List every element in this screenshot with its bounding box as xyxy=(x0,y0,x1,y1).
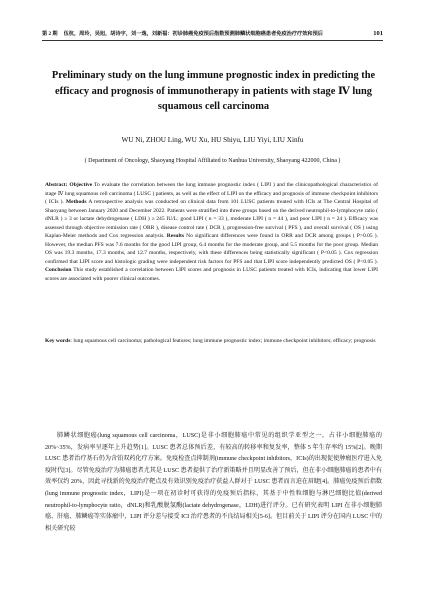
author-list: WU Ni, ZHOU Ling, WU Xu, HU Shiyu, LIU Yiyi, LIU Xinfu xyxy=(121,136,304,144)
keywords-label: Key words xyxy=(45,338,71,344)
keywords-text: : lung squamous cell carcinoma; pathological features; lung immune prognostic index; immune checkpoint inhibitors; efficacy; prognosis xyxy=(70,338,376,344)
results-text: No significant differences were found in ORR and DCR among groups ( P>0.05 ). However, the median PFS was 7.6 months for the good LIPI group, 6.4 months for the moderate group, and 5.5 months for the poor group. Median OS was 19.3 months, 17.3 months, and 12.7 months, respectively, with these differences being statistically significant ( P<0.05 ). Cox regression confirmed that LIPI score and histologic grading were independent risk factors for PFS and that LIPI score independently predicted OS ( P<0.05 ). xyxy=(45,233,378,265)
conclusion-label: Conclusion xyxy=(45,267,72,274)
body-paragraph: 肺鳞状细胞癌(lung squamous cell carcinoma，LUSC)是非小细胞肺癌中常见的组织学亚型之一，占非小细胞肺癌的 20%~35%，发病率呈逐年上升趋势[1]。LUSC 患者总体预后差，有较高的转移率和复发率，整体 5 年生存率约 15%[2]。晚期 LUSC 患者治疗基石仍为含铂双药化疗方案。免疫检查点抑制剂(immune checkpoint inhibitors，ICIs)的出现促使肿瘤医疗进入免疫时代[3]。尽管免疫治疗为肺癌患者尤其是 LUSC 患者提供了治疗新策略并且明显改善了预后，但在非小细胞肺癌的患者中有效率仅约 20%，因此寻找新的免疫治疗靶点及有效识别免疫治疗获益人群对于 LUSC 患者而言迫在眉睫[4]。肺癌免疫预后指数(lung immune prognostic index，LIPI)是一项在初诊时可获得的免疫预后指标，其基于中性粒细胞与淋巴细胞比值(derived neutrophil-to-lymphocyte ratio，dNLR)和乳酸脱氢酶(lactate dehydrogenase，LDH)进行评分。已有研究表明 LIPI 在非小细胞肺癌、肝癌、肺鳞癌等实体瘤中，LIPI 评分差与接受 ICI 治疗患者的不良结局相关[5-6]。但目前关于 LIPI 评分在国内 LUSC 中的相关研究较 xyxy=(45,433,383,532)
page-number: 101 xyxy=(373,30,383,37)
objective-label: Objective xyxy=(69,182,93,188)
conclusion-text: This study established a correlation between LIPI scores and prognosis in LUSC patients treated with ICIs, indicating that lower LIPI scores are associated with poorer clinical outcomes. xyxy=(45,267,378,283)
issue-number: 第 2 期 xyxy=(42,31,58,37)
running-header xyxy=(42,30,383,38)
abstract-label: Abstract xyxy=(45,182,66,188)
abstract: Abstract: Objective To evaluate the correlation between the lung immune prognostic index ( LIPI ) and the clinicopathological characteristics of stage Ⅳ lung squamous cell carcinoma ( LUSC ) patients, as well as the effect of LIPI on the efficacy and prognosis of immune checkpoint inhibitors ( ICIs ). Methods A retrospective analysis was conducted on clinical data from 101 LUSC patients treated with ICIs at The Central Hospital of Shaoyang between January 2020 and December 2022. Patients were stratified into three groups based on the derived neutrophil-to-lymphocyte ratio ( dNLR ) ≥ 3 or lactate dehydrogenase ( LDH ) ≥ 245 IU/L: good LIPI ( n = 33 ), moderate LIPI ( n = 44 ), and poor LIPI ( n = 24 ). Efficacy was assessed through objective remission rate ( ORR ), disease control rate ( DCR ), progression-free survival ( PFS ), and overall survival ( OS ) using Kaplan-Meier methods and Cox regression analysis. Results No significant differences were found in ORR and DCR among groups ( P>0.05 ). However, the median PFS was 7.6 months for the good LIPI group, 6.4 months for the moderate group, and 5.5 months for the poor group. Median OS was 19.3 months, 17.3 months, and 12.7 months, respectively, with these differences being statistically significant ( P<0.05 ). Cox regression confirmed that LIPI score and histologic grading were independent risk factors for PFS and that LIPI score independently predicted OS ( P<0.05 ). Conclusion This study established a correlation between LIPI scores and prognosis in LUSC patients treated with ICIs, indicating that lower LIPI scores are associated with poorer clinical outcomes. xyxy=(45,182,378,283)
methods-text: A retrospective analysis was conducted on clinical data from 101 LUSC patients treated with ICIs at The Central Hospital of Shaoyang between January 2020 and December 2022. Patients were stratified into three groups based on the derived neutrophil-to-lymphocyte ratio ( dNLR ) ≥ 3 or lactate dehydrogenase ( LDH ) ≥ 245 IU/L: good LIPI ( n = 33 ), moderate LIPI ( n = 44 ), and poor LIPI ( n = 24 ). Efficacy was assessed through objective remission rate ( ORR ), disease control rate ( DCR ), progression-free survival ( PFS ), and overall survival ( OS ) using Kaplan-Meier methods and Cox regression analysis. xyxy=(45,199,378,240)
methods-label: Methods xyxy=(65,199,87,206)
header-rule xyxy=(42,40,383,41)
running-header-authors: 伍杭，周玲，吴旭，胡诗宇，刘一逸，刘新福：初诊肺癌免疫预后指数预测肺鳞状细胞癌患者免疫治疗疗效和预后 xyxy=(63,31,323,37)
objective-text: To evaluate the correlation between the lung immune prognostic index ( LIPI ) and the clinicopathological characteristics of stage Ⅳ lung squamous cell carcinoma ( LUSC ) patients, as well as the effect of LIPI on the efficacy and prognosis of immune checkpoint inhibitors ( ICIs ). xyxy=(45,182,378,206)
keywords xyxy=(45,337,378,346)
affiliation: ( Department of Oncology, Shaoyang Hospital Affiliated to Nanhua University, Shaoyang 422000, China ) xyxy=(84,158,341,164)
article-title: Preliminary study on the lung immune prognostic index in predicting the efficacy and prognosis of immunotherapy in patients with stage Ⅳ lung squamous cell carcinoma xyxy=(51,70,376,112)
results-label: Results xyxy=(166,233,184,240)
